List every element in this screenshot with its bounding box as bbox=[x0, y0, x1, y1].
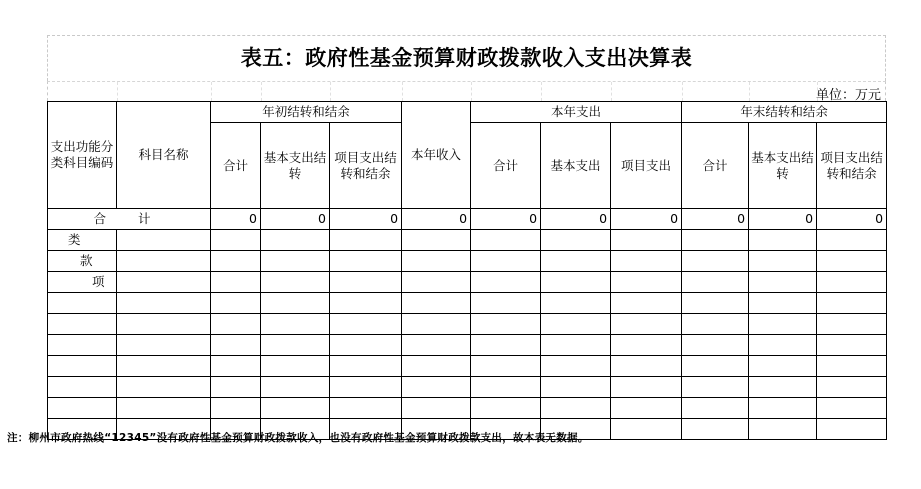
table-row bbox=[48, 398, 887, 419]
header-income: 本年收入 bbox=[402, 102, 471, 209]
level-label-item: 款 bbox=[48, 251, 117, 272]
footnote: 注：柳州市政府热线“12345”没有政府性基金预算财政拨款收入，也没有政府性基金预算财政拨款支出，故本表无数据。 bbox=[7, 432, 589, 444]
total-value: 0 bbox=[611, 209, 682, 230]
header-begin-total: 合计 bbox=[211, 123, 261, 209]
total-value: 0 bbox=[682, 209, 749, 230]
total-value: 0 bbox=[330, 209, 402, 230]
total-value: 0 bbox=[817, 209, 887, 230]
total-value: 0 bbox=[261, 209, 330, 230]
header-name: 科目名称 bbox=[117, 102, 211, 209]
total-value: 0 bbox=[211, 209, 261, 230]
table-row bbox=[48, 377, 887, 398]
header-expense-total: 合计 bbox=[471, 123, 541, 209]
total-value: 0 bbox=[749, 209, 817, 230]
header-expense-project: 项目支出 bbox=[611, 123, 682, 209]
total-value: 0 bbox=[541, 209, 611, 230]
table-row bbox=[48, 293, 887, 314]
unit-label: 单位：万元 bbox=[815, 88, 881, 103]
total-row bbox=[48, 209, 887, 230]
header-end-basic: 基本支出结转 bbox=[749, 123, 817, 209]
table-row bbox=[48, 251, 887, 272]
level-label-subitem: 项 bbox=[48, 272, 117, 293]
title-row bbox=[47, 35, 886, 81]
total-value: 0 bbox=[402, 209, 471, 230]
page-title: 表五：政府性基金预算财政拨款收入支出决算表 bbox=[240, 45, 693, 70]
table-row bbox=[48, 230, 887, 251]
table-row bbox=[48, 272, 887, 293]
unit-row-guides bbox=[48, 82, 885, 101]
total-value: 0 bbox=[471, 209, 541, 230]
level-label-category: 类 bbox=[48, 230, 117, 251]
budget-table bbox=[47, 101, 887, 440]
header-begin-group: 年初结转和结余 bbox=[211, 102, 402, 123]
unit-row bbox=[47, 81, 886, 101]
header-end-total: 合计 bbox=[682, 123, 749, 209]
report-sheet bbox=[47, 35, 886, 440]
header-end-group: 年末结转和结余 bbox=[682, 102, 887, 123]
total-label: 合 计 bbox=[48, 209, 211, 230]
header-end-project: 项目支出结转和结余 bbox=[817, 123, 887, 209]
header-begin-basic: 基本支出结转 bbox=[261, 123, 330, 209]
header-expense-basic: 基本支出 bbox=[541, 123, 611, 209]
header-begin-project: 项目支出结转和结余 bbox=[330, 123, 402, 209]
header-code: 支出功能分类科目编码 bbox=[48, 102, 117, 209]
table-row bbox=[48, 335, 887, 356]
table-row bbox=[48, 356, 887, 377]
header-expense-group: 本年支出 bbox=[471, 102, 682, 123]
header-row-1 bbox=[48, 102, 887, 123]
table-row bbox=[48, 314, 887, 335]
